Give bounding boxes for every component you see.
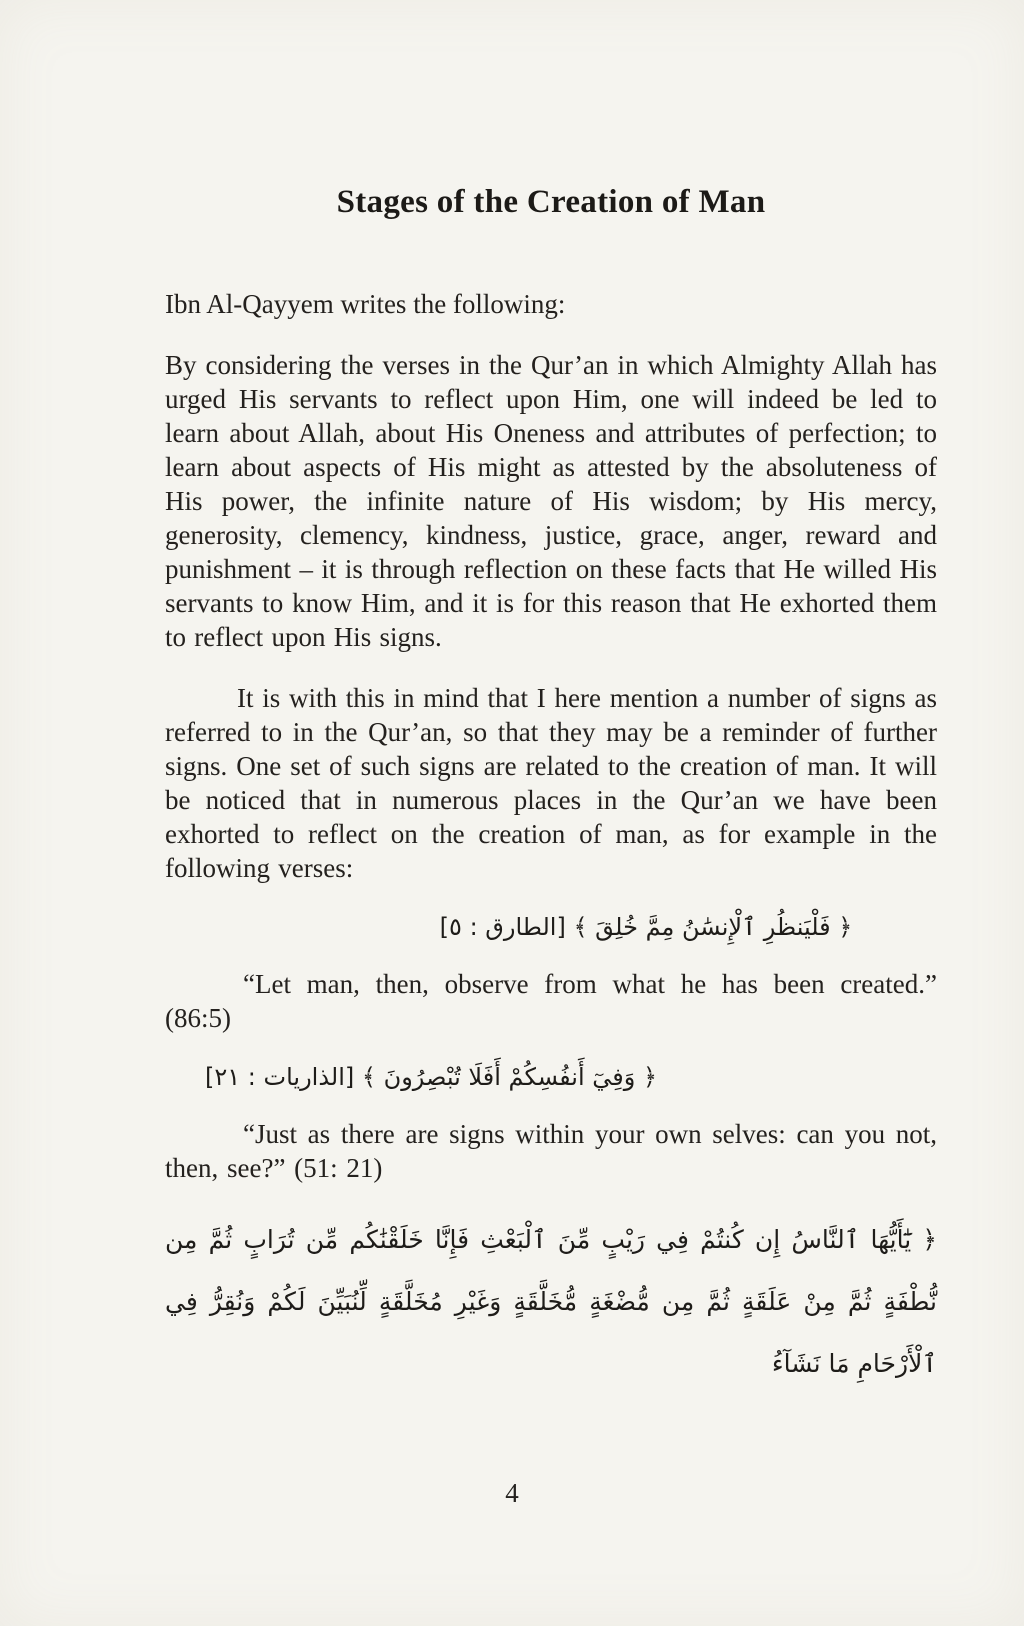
arabic-verse-dhariyat: ﴿ وَفِيٓ أَنفُسِكُمْ أَفَلَا تُبْصِرُونَ ﴾ [الذاريات : ٢١] bbox=[204, 1063, 658, 1091]
paragraph-reflection: By considering the verses in the Qur’an in which Almighty Allah has urged His servants to reflect upon Him, one will indeed be led to learn about Allah, about His Oneness and attributes of perfection; to learn about aspects of His might as attested by the absoluteness of His power, the infinite nature of His wisdom; by His mercy, generosity, clemency, kindness, justice, grace, anger, reward and punishment – it is through reflection on these facts that He willed His servants to know Him, and it is for this reason that He exhorted them to reflect upon His signs. bbox=[165, 350, 937, 652]
verse-translation-tariq: “Let man, then, observe from what he has been created.” (86:5) bbox=[165, 969, 937, 1033]
paragraph-signs: It is with this in mind that I here mention a number of signs as referred to in the Qur’an, so that they may be a reminder of further signs. One set of such signs are related to the creation of man. It will be noticed that in numerous places in the Qur’an we have been exhorted to reflect on the creation of man, as for example in the following verses: bbox=[165, 683, 937, 883]
intro-line: Ibn Al-Qayyem writes the following: bbox=[165, 289, 566, 319]
page-title: Stages of the Creation of Man bbox=[336, 184, 766, 220]
verse-translation-dhariyat: “Just as there are signs within your own selves: can you not, then, see?” (51: 21) bbox=[165, 1119, 937, 1183]
page-number: 4 bbox=[505, 1478, 519, 1508]
page-content bbox=[165, 0, 937, 1395]
arabic-verse-tariq: ﴿ فَلْيَنظُرِ ٱلْإِنسَٰنُ مِمَّ خُلِقَ ﴾ [الطارق : ٥] bbox=[439, 913, 853, 941]
arabic-passage-hajj: ﴿ يَٰٓأَيُّهَا ٱلنَّاسُ إِن كُنتُمْ فِي رَيْبٍ مِّنَ ٱلْبَعْثِ فَإِنَّا خَلَقْنَٰكُم مِّن تُرَابٍ ثُمَّ مِن نُّطْفَةٍ ثُمَّ مِنْ عَلَقَةٍ ثُمَّ مِن مُّضْغَةٍ مُّخَلَّقَةٍ وَغَيْرِ مُخَلَّقَةٍ لِّنُبَيِّنَ لَكُمْ وَنُقِرُّ فِي ٱلْأَرْحَامِ مَا نَشَآءُ bbox=[165, 1225, 937, 1378]
